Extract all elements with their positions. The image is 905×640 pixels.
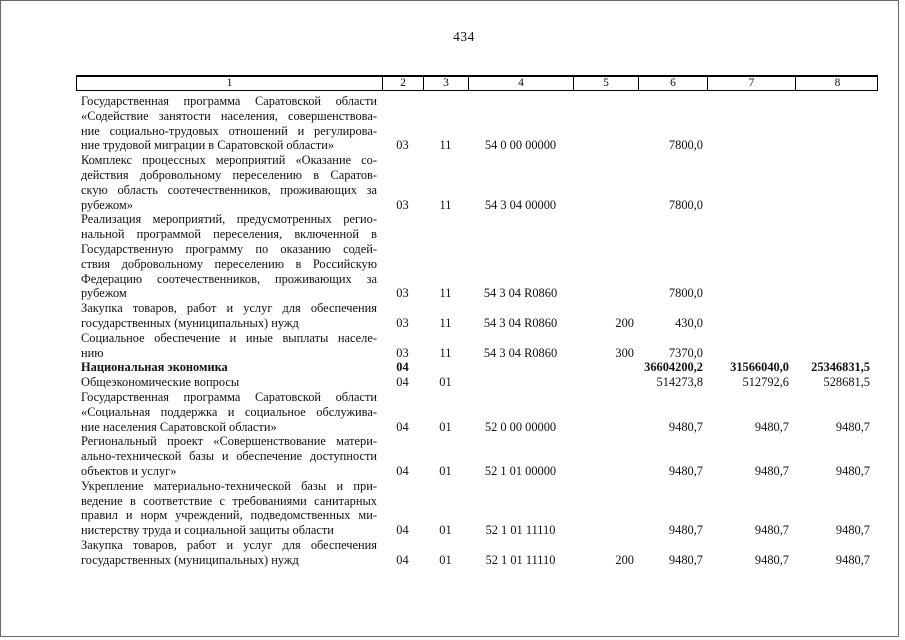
- cell-c2: 03: [396, 315, 409, 330]
- header-col-7: 7: [708, 77, 796, 90]
- cell-c7: 9480,7: [754, 552, 789, 567]
- cell-c2: 04: [396, 523, 409, 538]
- cell-c2: 03: [396, 286, 409, 301]
- cell-c4: 54 3 04 R0860: [483, 315, 558, 330]
- cell-c4: 52 1 01 11110: [485, 552, 556, 567]
- cell-c7: 9480,7: [754, 523, 789, 538]
- cell-c3: 11: [439, 138, 452, 153]
- cell-c4: 52 1 01 11110: [485, 523, 556, 538]
- cell-c6: 36604200,2: [644, 360, 703, 375]
- cell-c2: 04: [396, 360, 409, 375]
- cell-c4: 54 3 04 R0860: [483, 286, 558, 301]
- table-body: [76, 94, 878, 568]
- cell-c8: 9480,7: [835, 552, 870, 567]
- header-col-8: 8: [834, 77, 841, 89]
- row-title-line: Национальная экономика: [81, 360, 228, 375]
- row-title: [76, 390, 382, 434]
- budget-table: [76, 75, 878, 568]
- cell-c3: 01: [439, 552, 452, 567]
- header-col-6: 6: [639, 77, 708, 90]
- cell-c7: 512792,6: [742, 375, 789, 390]
- row-title-line: Государственную программу по оказанию содей-: [81, 241, 377, 256]
- header-col-1: 1: [77, 77, 383, 90]
- row-title-line: Региональный проект «Совершенствование матери-: [81, 434, 377, 449]
- cell-c6: 9480,7: [668, 552, 703, 567]
- row-title-line: ние трудовой миграции в Саратовской области»: [81, 138, 335, 153]
- cell-c2: 04: [396, 419, 409, 434]
- row-title-line: ние социально-трудовых отношений и регулирова-: [81, 123, 377, 138]
- cell-c5: 200: [615, 315, 634, 330]
- cell-c3: 11: [439, 197, 452, 212]
- header-col-3: 3: [424, 77, 469, 90]
- cell-c6: 7800,0: [668, 197, 703, 212]
- table-row: [76, 434, 878, 478]
- cell-c5: 200: [615, 552, 634, 567]
- row-title-line: государственных (муниципальных) нужд: [81, 552, 299, 567]
- cell-c6: 7800,0: [668, 138, 703, 153]
- row-title-line: рубежом: [81, 286, 127, 301]
- cell-c8: 9480,7: [835, 463, 870, 478]
- row-title-line: Общеэкономические вопросы: [81, 375, 240, 390]
- row-title-line: объектов и услуг»: [81, 463, 177, 478]
- header-col-2: 2: [383, 77, 424, 90]
- cell-c3: 01: [439, 463, 452, 478]
- cell-c3: 11: [439, 345, 452, 360]
- cell-c6: 9480,7: [668, 463, 703, 478]
- table-row: [76, 390, 878, 434]
- cell-c8: 528681,5: [823, 375, 870, 390]
- row-title-line: Государственная программа Саратовской области: [81, 389, 377, 404]
- cell-c2: 04: [396, 552, 409, 567]
- row-title: [76, 212, 382, 301]
- cell-c4: 54 0 00 00000: [484, 138, 557, 153]
- table-row: [76, 153, 878, 212]
- cell-c3: 11: [439, 315, 452, 330]
- table-row: [76, 538, 878, 568]
- row-title: [76, 538, 382, 568]
- row-title-line: государственных (муниципальных) нужд: [81, 315, 299, 330]
- cell-c8: 25346831,5: [811, 360, 870, 375]
- cell-c6: 9480,7: [668, 419, 703, 434]
- cell-c6: 430,0: [675, 315, 703, 330]
- row-title-line: скую область соотечественников, проживающих за: [81, 182, 377, 197]
- row-title: [76, 94, 382, 153]
- cell-c2: 04: [396, 463, 409, 478]
- cell-c4: 52 1 01 00000: [484, 463, 557, 478]
- cell-c8: 9480,7: [835, 523, 870, 538]
- header-col-4: 4: [469, 77, 574, 90]
- row-title-line: рубежом»: [81, 197, 133, 212]
- row-title-line: ствия добровольному переселению в Российскую: [81, 256, 377, 271]
- cell-c3: 01: [439, 375, 452, 390]
- cell-c6: 7370,0: [668, 345, 703, 360]
- cell-c4: 54 3 04 R0860: [483, 345, 558, 360]
- row-title-line: правил и норм учреждений, подведомственных ми-: [81, 508, 377, 523]
- cell-c7: 9480,7: [754, 463, 789, 478]
- row-title-line: ние населения Саратовской области»: [81, 419, 277, 434]
- cell-c5: 300: [615, 345, 634, 360]
- cell-c7: 9480,7: [754, 419, 789, 434]
- row-title: [76, 479, 382, 538]
- row-title-line: ально-технической базы и обеспечение доступности: [81, 449, 377, 464]
- row-title-line: нальной программой переселения, включенной в: [81, 227, 377, 242]
- table-row: [76, 360, 878, 375]
- row-title-line: Социальное обеспечение и иные выплаты населе-: [81, 330, 377, 345]
- row-title: [76, 434, 382, 478]
- row-title: [76, 301, 382, 331]
- header-col-5: 5: [574, 77, 639, 90]
- row-title-line: Укрепление материально-технической базы и при-: [81, 478, 377, 493]
- cell-c3: 11: [439, 286, 452, 301]
- row-title-line: действия добровольному переселению в Саратов-: [81, 167, 377, 182]
- cell-c7: 31566040,0: [730, 360, 789, 375]
- cell-c3: 01: [439, 523, 452, 538]
- cell-c2: 03: [396, 197, 409, 212]
- table-row: [76, 301, 878, 331]
- table-row: [76, 375, 878, 390]
- table-header-row: [76, 75, 878, 91]
- cell-c6: 7800,0: [668, 286, 703, 301]
- row-title-line: нию: [81, 345, 104, 360]
- row-title-line: «Социальная поддержка и социальное обслужива-: [81, 404, 377, 419]
- row-title: [76, 331, 382, 361]
- row-title-line: Закупка товаров, работ и услуг для обеспечения: [81, 301, 377, 316]
- page-number: 434: [453, 29, 475, 44]
- cell-c2: 03: [396, 345, 409, 360]
- table-row: [76, 94, 878, 153]
- row-title-line: «Содействие занятости населения, совершенствова-: [81, 108, 377, 123]
- cell-c6: 514273,8: [656, 375, 703, 390]
- cell-c2: 04: [396, 375, 409, 390]
- cell-c4: 54 3 04 00000: [484, 197, 557, 212]
- row-title-line: Федерацию соотечественников, проживающих за: [81, 271, 377, 286]
- row-title: [76, 360, 382, 375]
- cell-c2: 03: [396, 138, 409, 153]
- table-row: [76, 212, 878, 301]
- row-title-line: Комплекс процессных мероприятий «Оказание со-: [81, 153, 377, 168]
- row-title-line: Государственная программа Саратовской области: [81, 94, 377, 108]
- cell-c6: 9480,7: [668, 523, 703, 538]
- row-title-line: нистерству труда и социальной защиты области: [81, 523, 334, 538]
- row-title-line: Закупка товаров, работ и услуг для обеспечения: [81, 537, 377, 552]
- cell-c8: 9480,7: [835, 419, 870, 434]
- table-row: [76, 331, 878, 361]
- row-title: [76, 375, 382, 390]
- cell-c4: 52 0 00 00000: [484, 419, 557, 434]
- cell-c3: 01: [439, 419, 452, 434]
- table-row: [76, 479, 878, 538]
- row-title-line: Реализация мероприятий, предусмотренных регио-: [81, 212, 377, 227]
- row-title-line: ведение в соответствие с требованиями санитарных: [81, 493, 377, 508]
- row-title: [76, 153, 382, 212]
